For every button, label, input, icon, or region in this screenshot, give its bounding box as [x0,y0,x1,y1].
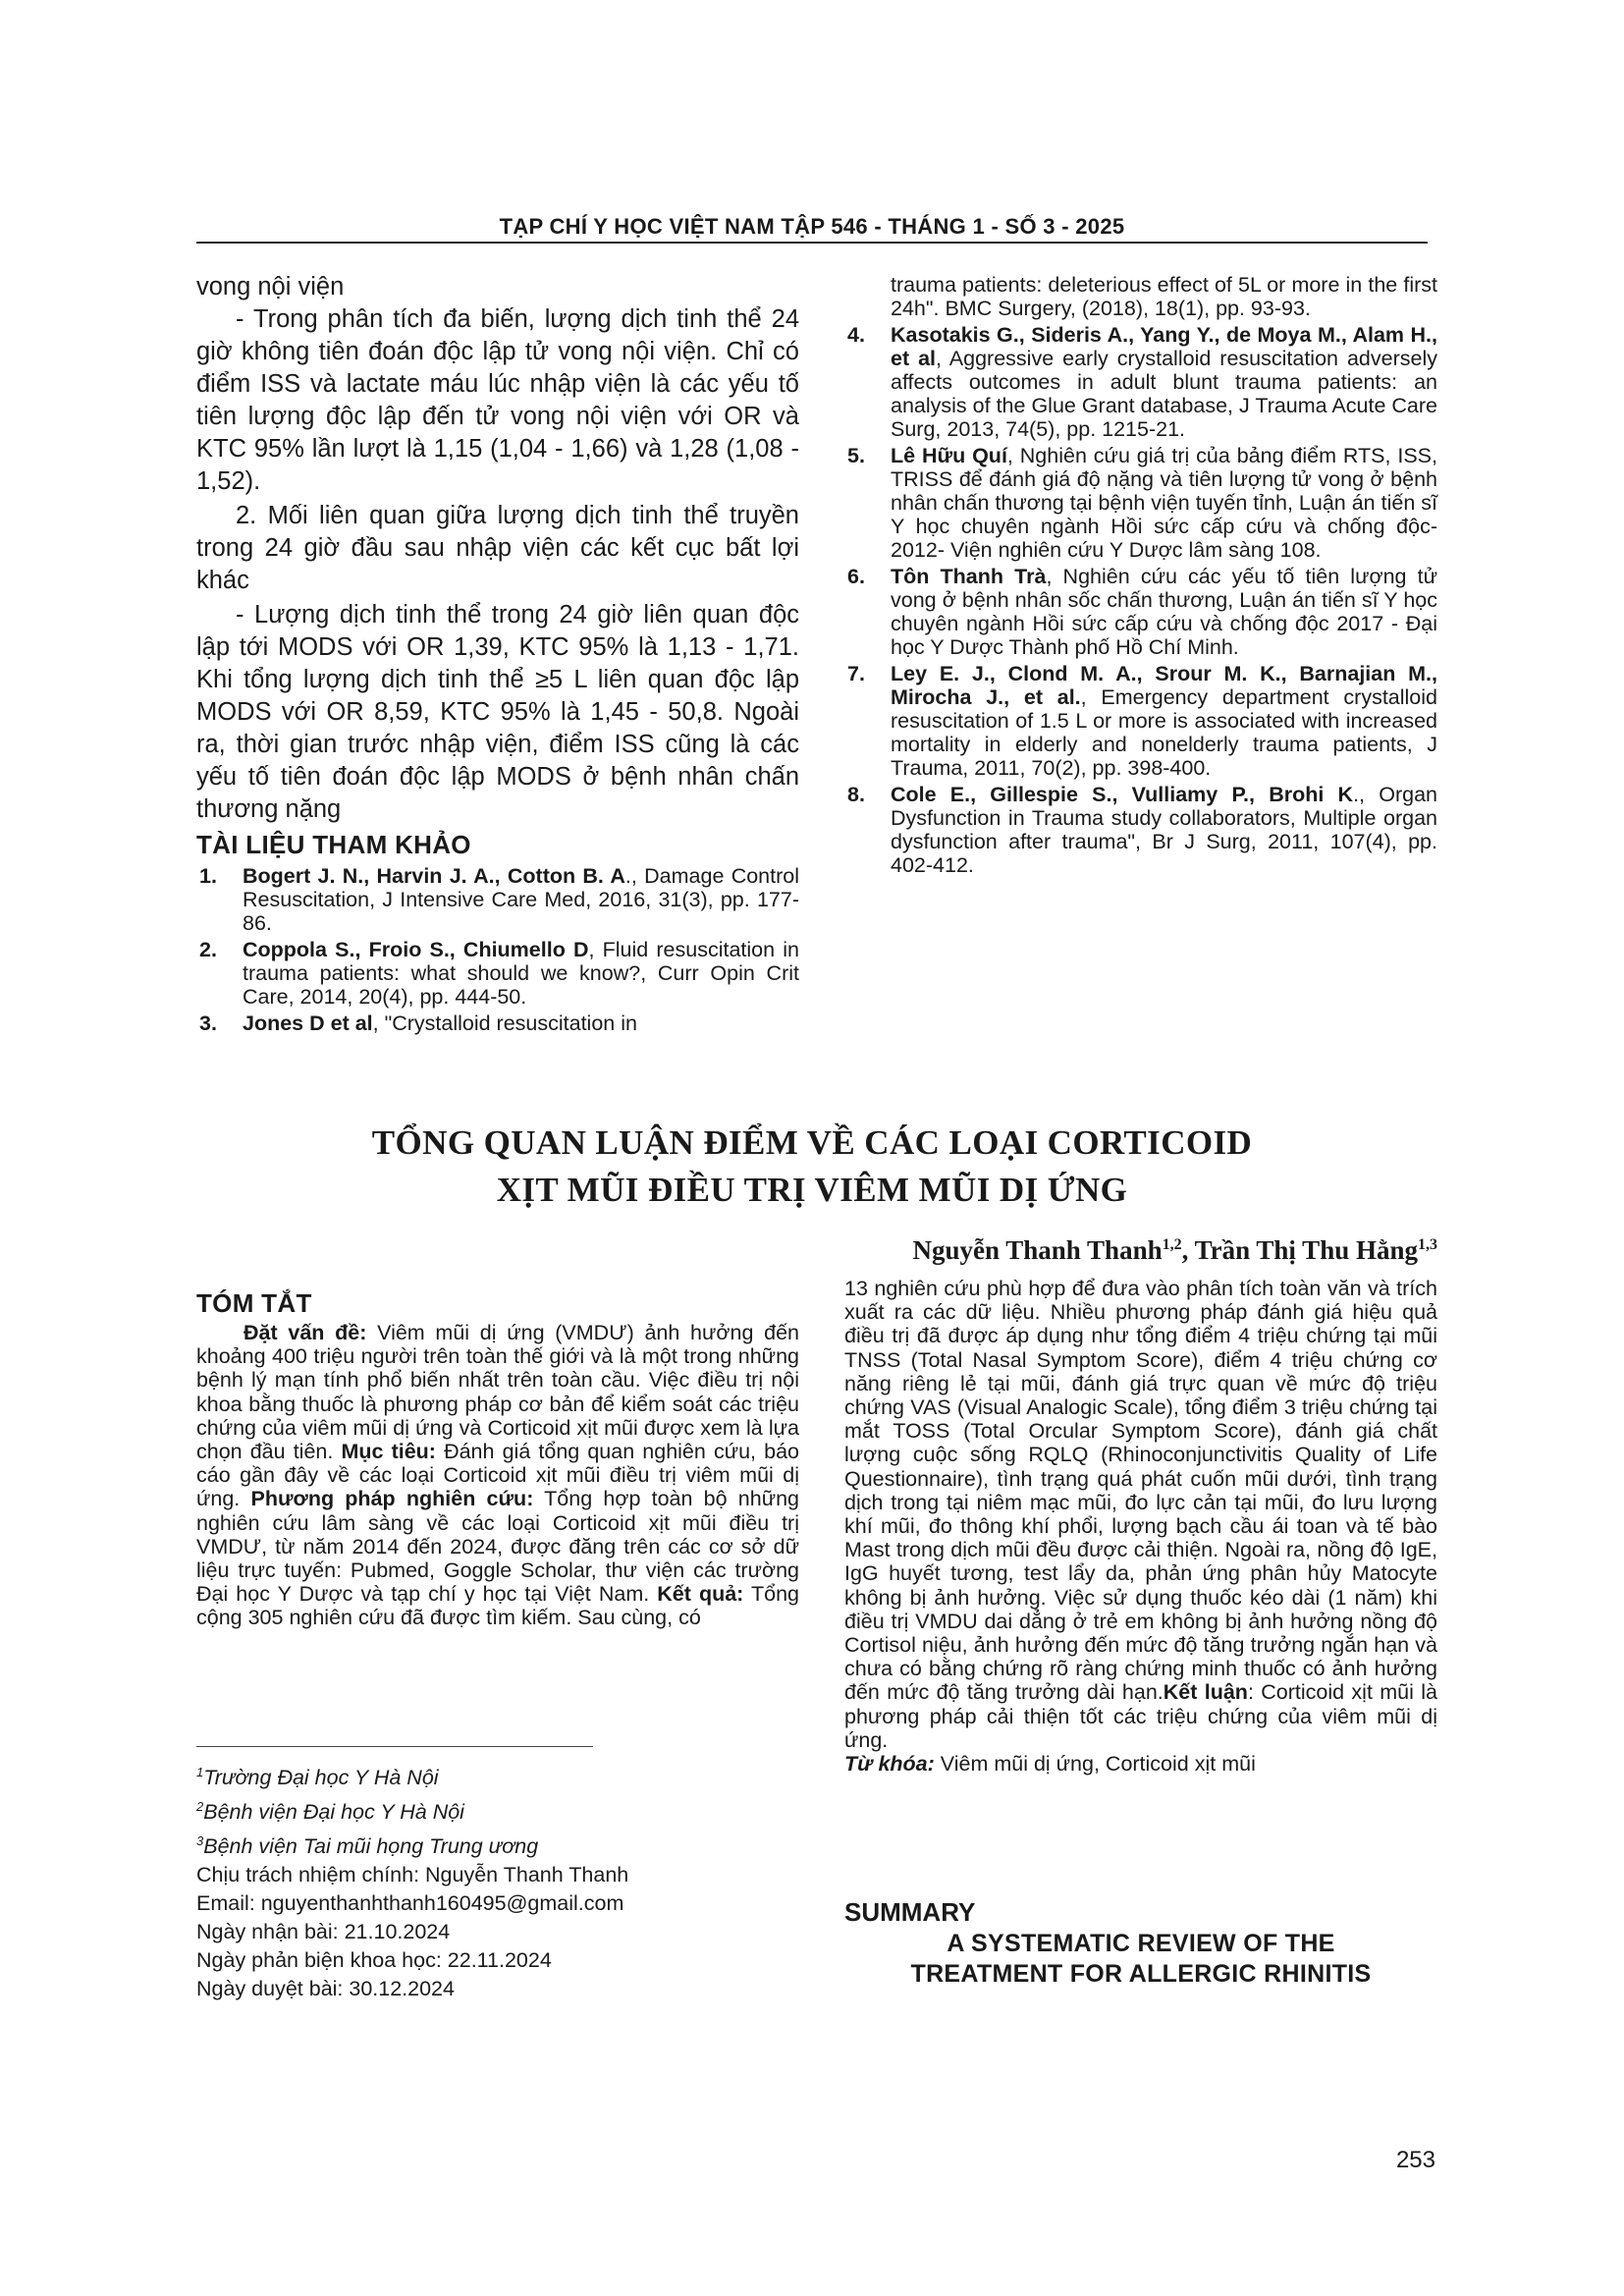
reference-item: 6. Tôn Thanh Trà, Nghiên cứu các yếu tố tiên lượng tử vong ở bệnh nhân sốc chấn thương, Luận án tiến sĩ Y học chuyên ngành Hồi sức cấp cứu và chống độc 2017 - Đại học Y Dược Thành phố Hồ Chí Minh. [847,565,1437,659]
author-name: Trần Thị Thu Hằng [1194,1235,1418,1265]
reference-item: 1. Bogert J. N., Harvin J. A., Cotton B. A., Damage Control Resuscitation, J Intensive Care Med, 2016, 31(3), pp. 177-86. [199,864,800,935]
affiliation: $^3$Bệnh viện Tai mũi họng Trung ương [196,1833,539,1859]
article-title [196,1120,1428,1214]
paragraph: 2. Mối liên quan giữa lượng dịch tinh thể truyền trong 24 giờ đầu sau nhập viện các kết cục bất lợi khác [196,502,799,594]
footnotes [196,1758,628,2003]
email: Email: nguyenthanhthanh160495@gmail.com [196,1891,624,1916]
abstract-heading: TÓM TẮT [196,1288,312,1318]
reference-item: 3. Jones D et al, "Crystalloid resuscitation in [199,1011,637,1035]
footnote-rule [196,1746,593,1747]
summary-title: A SYSTEMATIC REVIEW OF THE TREATMENT FOR ALLERGIC RHINITIS [910,1930,1372,1988]
prev-article-text [196,271,799,826]
corresponding-author: Chịu trách nhiệm chính: Nguyễn Thanh Thanh [196,1863,629,1887]
paragraph: - Trong phân tích đa biến, lượng dịch tinh thể 24 giờ không tiên đoán độc lập tử vong nội viện. Chỉ có điểm ISS và lactate máu lúc nhập viện là các yếu tố tiên lượng độc lập đến tử vong nội viện với OR và KTC 95% lần lượt là 1,15 (1,04 - 1,66) và 1,28 (1,08 - 1,52). [196,305,799,495]
date-accepted: Ngày duyệt bài: 30.12.2024 [196,1977,455,2001]
authors: Nguyễn Thanh Thanh$^{1,2}$, Trần Thị Thu Hằng$^{1,3}$ [912,1235,1437,1265]
reference-item: 4. Kasotakis G., Sideris A., Yang Y., de Moya M., Alam H., et al, Aggressive early crystalloid resuscitation adversely affects outcomes in adult blunt trauma patients: an analysis of the Glue Grant database, J Trauma Acute Care Surg, 2013, 74(5), pp. 1215-21. [847,323,1437,441]
references-list-right [844,273,1437,880]
reference-item: 5. Lê Hữu Quí, Nghiên cứu giá trị của bảng điểm RTS, ISS, TRISS để đánh giá độ nặng và tiên lượng tử vong ở bệnh nhân chấn thương tại bệnh viện tuyến tỉnh, Luận án tiến sĩ Y học chuyên ngành Hồi sức cấp cứu và chống độc- 2012- Viện nghiên cứu Y Dược lâm sàng 108. [847,444,1437,562]
header-rule [196,242,1428,244]
date-reviewed: Ngày phản biện khoa học: 22.11.2024 [196,1948,552,1973]
paragraph: vong nội viện [196,273,345,301]
keywords: Từ khóa: Viêm mũi dị ứng, Corticoid xịt mũi [844,1752,1256,1777]
references-list-left [196,864,799,1038]
affiliation: $^1$Trường Đại học Y Hà Nội [196,1765,439,1790]
abstract-right: 13 nghiên cứu phù hợp để đưa vào phân tích toàn văn và trích xuất ra các dữ liệu. Nhiều phương pháp đánh giá hiệu quả điều trị đã được áp dụng như tổng điểm 4 triệu chứng tại mũi TNSS (Total Nasal Symptom Score), điểm 4 triệu chứng cơ năng riêng lẻ tại mũi, đánh giá trực quan về mức độ triệu chứng VAS (Visual Analogic Scale), tổng điểm 3 triệu chứng tại mắt TOSS (Total Orcular Symptom Score), đánh giá chất lượng cuộc sống RQLQ (Rhinoconjunctivitis Quality of Life Questionnaire), tình trạng quá phát cuốn mũi dưới, tình trạng dịch trong tại niêm mạc mũi, đo lực cản tại mũi, đo lưu lượng khí mũi, đo thông khí phổi, lượng bạch cầu ái toan và tế bào Mast trong dịch mũi đều được cải thiện. Ngoài ra, nồng độ IgE, IgG huyết tương, test lẩy da, phản ứng phân hủy Matocyte không bị ảnh hưởng. Việc sử dụng thuốc kéo dài (1 năm) khi điều trị VMDU dai dẳng ở trẻ em không bị ảnh hưởng nồng độ Cortisol niệu, ảnh hưởng đến mức độ tăng trưởng ngắn hạn và chưa có bằng chứng rõ ràng chứng minh thuốc có ảnh hưởng đến mức độ tăng trưởng dài hạn.Kết luận: Corticoid xịt mũi là phương pháp cải thiện tốt các triệu chứng của viêm mũi dị ứng. Từ khóa: Viêm mũi dị ứng, Corticoid xịt mũi [844,1277,1437,1777]
title-line: TỔNG QUAN LUẬN ĐIỂM VỀ CÁC LOẠI CORTICOID [371,1123,1253,1162]
reference-item: 7. Ley E. J., Clond M. A., Srour M. K., Barnajian M., Mirocha J., et al., Emergency department crystalloid resuscitation of 1.5 L or more is associated with increased mortality in elderly and nonelderly trauma patients, J Trauma, 2011, 70(2), pp. 398-400. [847,662,1438,780]
references-heading: TÀI LIỆU THAM KHẢO [196,830,471,859]
affiliation-mark: 1,3 [1418,1236,1437,1253]
affiliation-mark: 1,2 [1162,1236,1182,1253]
abstract-left: Đặt vấn đề: Viêm mũi dị ứng (VMDƯ) ảnh hưởng đến khoảng 400 triệu người trên toàn thế giới và là một trong những bệnh lý mạn tính phổ biến nhất trên toàn cầu. Việc điều trị nội khoa bằng thuốc là phương pháp cơ bản để kiểm soát các triệu chứng của viêm mũi dị ứng và Corticoid xịt mũi được xem là lựa chọn đầu tiên. Mục tiêu: Đánh giá tổng quan nghiên cứu, báo cáo gần đây về các loại Corticoid xịt mũi điều trị viêm mũi dị ứng. Phương pháp nghiên cứu: Tổng hợp toàn bộ những nghiên cứu lâm sàng về các loại Corticoid xịt mũi điều trị VMDƯ, từ năm 2014 đến 2024, được đăng trên các cơ sở dữ liệu trực tuyến: Pubmed, Goggle Scholar, thư viện các trường Đại học Y Dược và tạp chí y học tại Việt Nam. Kết quả: Tổng cộng 305 nghiên cứu đã được tìm kiếm. Sau cùng, có [196,1321,800,1630]
paragraph: - Lượng dịch tinh thể trong 24 giờ liên quan độc lập tới MODS với OR 1,39, KTC 95% là 1,13 - 1,71. Khi tổng lượng dịch tinh thể ≥5 L liên quan độc lập MODS với OR 8,59, KTC 95% là 1,45 - 50,8. Ngoài ra, thời gian trước nhập viện, điểm ISS cũng là các yếu tố tiên đoán độc lập MODS ở bệnh nhân chấn thương nặng [196,601,799,823]
date-received: Ngày nhận bài: 21.10.2024 [196,1920,451,1944]
reference-item: 2. Coppola S., Froio S., Chiumello D, Fluid resuscitation in trauma patients: what should we know?, Curr Opin Crit Care, 2014, 20(4), pp. 444-50. [199,938,799,1009]
reference-item: 8. Cole E., Gillespie S., Vulliamy P., Brohi K., Organ Dysfunction in Trauma study collaborators, Multiple organ dysfunction after trauma", Br J Surg, 2011, 107(4), pp. 402-412. [847,783,1437,877]
reference-item: trauma patients: deleterious effect of 5L or more in the first 24h". BMC Surgery, (2018), 18(1), pp. 93-93. [891,273,1437,320]
title-line: XỊT MŨI ĐIỀU TRỊ VIÊM MŨI DỊ ỨNG [496,1171,1128,1209]
author-name: Nguyễn Thanh Thanh [912,1235,1163,1265]
affiliation: $^2$Bệnh viện Đại học Y Hà Nội [196,1799,464,1825]
journal-header: TẠP CHÍ Y HỌC VIỆT NAM TẬP 546 - THÁNG 1 - SỐ 3 - 2025 [499,214,1125,239]
summary-heading: SUMMARY [844,1897,976,1927]
page-number: 253 [1395,2147,1435,2173]
